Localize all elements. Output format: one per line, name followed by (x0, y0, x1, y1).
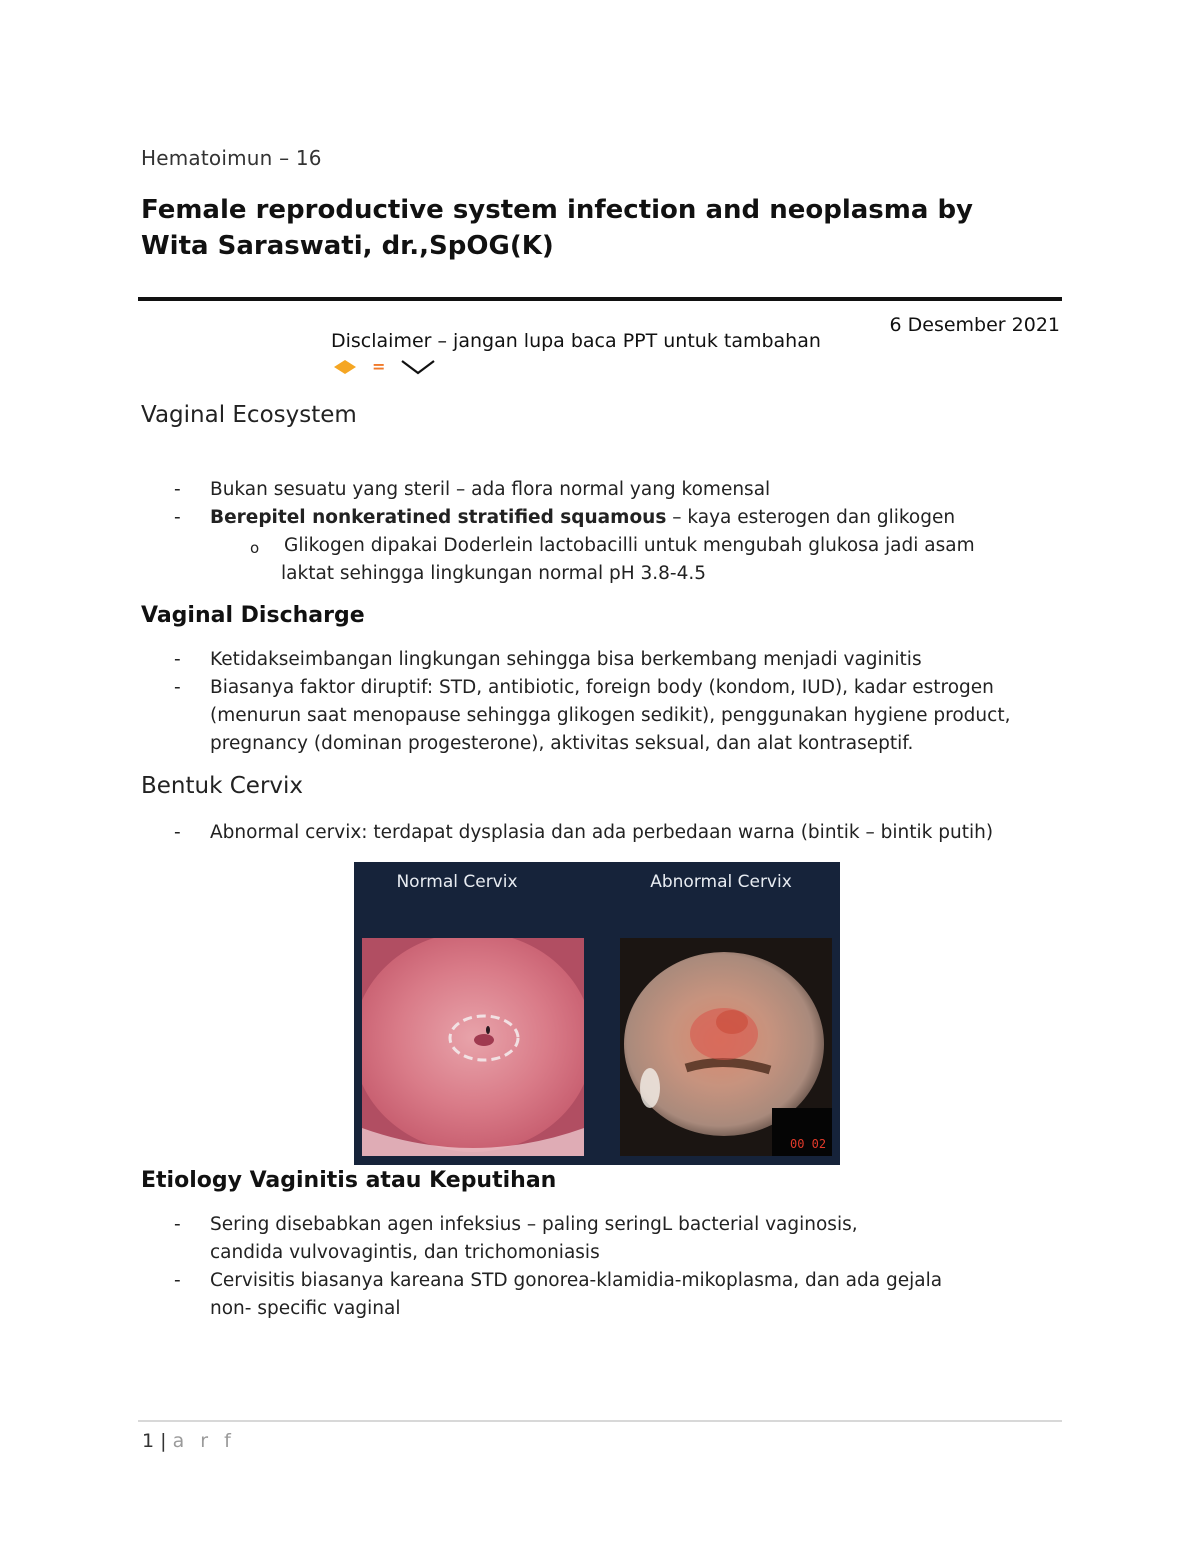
section-heading-etiology: Etiology Vaginitis atau Keputihan (141, 1168, 557, 1193)
dash-bullet: - (174, 677, 181, 698)
equals-icon: = (372, 357, 386, 376)
list-vaginal-ecosystem (0, 476, 1044, 588)
list-item-line-1: Sering disebabkan agen infeksius – paling seringL bacterial vaginosis, (210, 1214, 858, 1235)
dash-bullet: - (174, 1214, 181, 1235)
sub-list-item-line-2: laktat sehingga lingkungan normal pH 3.8-4.5 (281, 563, 707, 584)
list-item-bold-text: Berepitel nonkeratined stratified squamous (210, 507, 667, 528)
abnormal-cervix-image (620, 938, 832, 1156)
page-footer (142, 1430, 236, 1452)
cervix-comparison-figure (354, 862, 840, 1165)
disclaimer-text: Disclaimer – jangan lupa baca PPT untuk tambahan (331, 330, 821, 352)
list-item (0, 819, 1040, 847)
dash-bullet: - (174, 479, 181, 500)
section-heading-bentuk-cervix: Bentuk Cervix (141, 773, 304, 799)
circle-bullet: o (250, 539, 260, 557)
orange-diamond-icon (334, 360, 356, 374)
page-number: 1 (142, 1430, 155, 1452)
dash-bullet: - (174, 1270, 181, 1291)
list-item-line-2: non- specific vaginal (210, 1298, 401, 1319)
section-heading-vaginal-discharge: Vaginal Discharge (141, 603, 365, 628)
normal-cervix-image (362, 938, 584, 1156)
list-item-text: Ketidakseimbangan lingkungan sehingga bisa berkembang menjadi vaginitis (210, 649, 922, 670)
list-item-text: – kaya esterogen dan glikogen (666, 507, 956, 528)
list-item-text: Abnormal cervix: terdapat dysplasia dan ada perbedaan warna (bintik – bintik putih) (210, 822, 994, 843)
document-title: Female reproductive system infection and neoplasma by Wita Saraswati, dr.,SpOG(K) (141, 195, 973, 261)
dash-bullet: - (174, 507, 181, 528)
footer-brand: a r f (172, 1430, 236, 1452)
list-item-text: Biasanya faktor diruptif: STD, antibiotic, foreign body (kondom, IUD), kadar estrogen (menurun saat menopause sehingga glikogen sedikit), penggunakan hygiene product, pregnancy (dominan progesterone), aktivitas seksual, dan alat kontraseptif. (210, 677, 1011, 754)
list-item (0, 1267, 1040, 1323)
chevron-down-icon (400, 358, 436, 376)
footer-divider (138, 1420, 1062, 1422)
list-item-line-2: candida vulvovagintis, dan trichomoniasis (210, 1242, 600, 1263)
sub-list-item (0, 532, 1044, 588)
title-divider (138, 297, 1062, 301)
list-item (0, 674, 1040, 758)
list-item (0, 1211, 1040, 1267)
footer-separator: | (160, 1430, 167, 1452)
list-item-text: Bukan sesuatu yang steril – ada flora normal yang komensal (210, 479, 771, 500)
dash-bullet: - (174, 822, 181, 843)
sub-list-item-line-1: Glikogen dipakai Doderlein lactobacilli untuk mengubah glukosa jadi asam (284, 535, 975, 556)
video-timestamp: 00 02 (790, 1137, 827, 1151)
emoji-row (334, 358, 444, 378)
section-heading-vaginal-ecosystem: Vaginal Ecosystem (141, 402, 357, 428)
list-item (0, 504, 1040, 532)
list-item (0, 476, 1040, 504)
document-date: 6 Desember 2021 (889, 314, 1060, 336)
list-etiology (0, 1211, 1040, 1323)
list-item-line-1: Cervisitis biasanya kareana STD gonorea-klamidia-mikoplasma, dan ada gejala (210, 1270, 943, 1291)
list-vaginal-discharge (0, 646, 1040, 758)
course-subject: Hematoimun – 16 (141, 146, 322, 170)
figure-label-abnormal: Abnormal Cervix (650, 872, 792, 892)
list-item (0, 646, 1040, 674)
list-bentuk-cervix (0, 819, 1040, 847)
dash-bullet: - (174, 649, 181, 670)
figure-label-normal: Normal Cervix (396, 872, 518, 892)
